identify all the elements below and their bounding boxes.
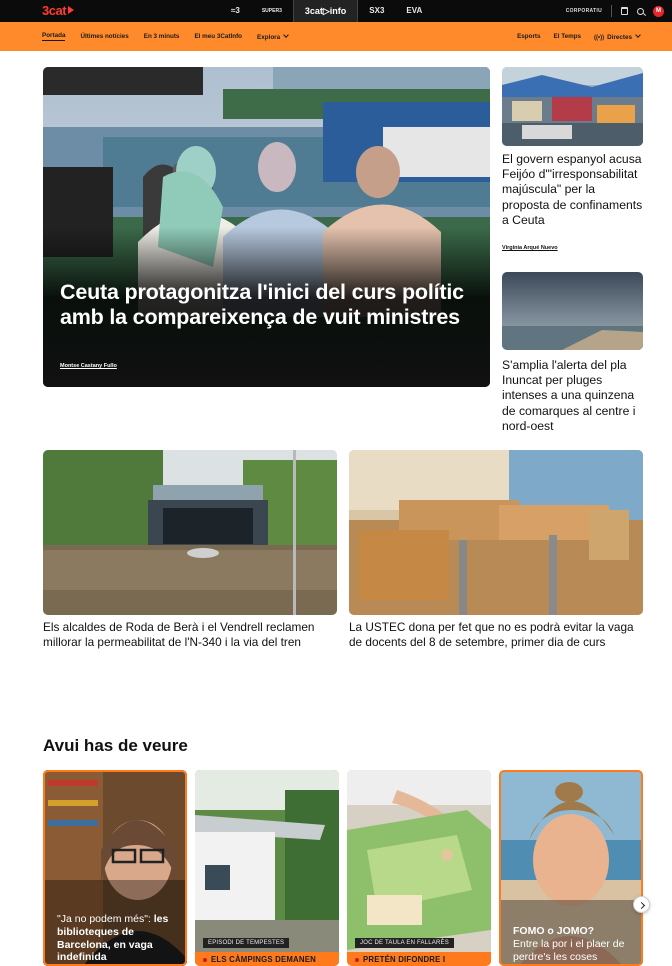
nav-explora[interactable] (257, 33, 288, 41)
top-utilities (566, 0, 664, 22)
middle-article-2-headline[interactable]: La USTEC dona per fet que no es podrà evitar la vaga de docents del 8 de setembre, primer dia de curs (349, 620, 634, 650)
card-1-quote: "Ja no podem més": (57, 913, 151, 925)
channel-tv3[interactable]: ≈3 (231, 6, 240, 15)
nav-explora-label: Explora (257, 33, 281, 41)
live-broadcast-icon: ((•)) (594, 34, 605, 41)
corporate-link[interactable]: CORPORATIU (565, 8, 602, 14)
channel-super3[interactable]: SUPER3 (261, 8, 282, 14)
carousel-next-button[interactable] (633, 896, 650, 913)
hero-author[interactable]: Montse Castany Fullo (60, 363, 117, 369)
channel-3catinfo[interactable]: 3cat▷info (293, 0, 358, 22)
card-2-strip-text: ELS CÀMPINGS DEMANEN (211, 955, 316, 964)
live-dot-icon (203, 958, 207, 962)
channel-switcher (220, 0, 433, 22)
card-4-headline: FOMO o JOMO? (513, 925, 595, 937)
middle-article-1-headline[interactable]: Els alcaldes de Roda de Berà i el Vendrell reclamen millorar la permeabilitat de l'N-340 i la via del tren (43, 620, 315, 650)
user-avatar-icon[interactable]: M (653, 6, 664, 17)
video-card-4[interactable] (499, 770, 643, 966)
hero-headline[interactable]: Ceuta protagonitza l'inici del curs polític amb la compareixença de vuit ministres (60, 280, 464, 329)
divider (611, 5, 612, 17)
side-article-2-image[interactable] (502, 272, 643, 350)
live-dot-icon (355, 958, 359, 962)
side-article-1-author[interactable]: Virginia Arqué Nuevo (502, 245, 558, 251)
card-3-tag: JOC DE TAULA EN FALLARÈS (355, 938, 454, 948)
flooded-underpass-image[interactable] (43, 450, 337, 615)
nav-en-3-minuts[interactable]: En 3 minuts (143, 33, 180, 40)
nav-el-meu-3catinfo[interactable]: El meu 3CatInfo (194, 33, 243, 40)
channel-eva[interactable]: EVA (406, 6, 423, 15)
flood-photo (43, 450, 337, 615)
campsite-photo (195, 770, 339, 966)
video-card-1[interactable] (43, 770, 187, 966)
main-nav (0, 22, 672, 51)
side-article-2-headline[interactable]: S'amplia l'alerta del pla Inuncat per pluges intenses a una quinzena de comarques al centre i nord-oest (502, 358, 636, 433)
nav-ultimes-noticies[interactable]: Últimes notícies (80, 33, 129, 40)
side-article-1-image[interactable] (502, 67, 643, 146)
hero-image (43, 67, 490, 387)
camp-photo (502, 67, 643, 146)
nav-directes-label: Directes (607, 33, 632, 41)
card-2-tag: EPISODI DE TEMPESTES (203, 938, 289, 948)
nav-esports[interactable]: Esports (517, 33, 541, 40)
card-1-caption (57, 913, 177, 964)
classroom-photo (349, 450, 643, 615)
empty-classroom-image[interactable] (349, 450, 643, 615)
video-card-3[interactable] (347, 770, 491, 966)
chevron-down-icon (283, 32, 289, 38)
channel-sx3[interactable]: SX3 (369, 6, 385, 15)
chevron-down-icon (635, 32, 641, 38)
nav-portada[interactable]: Portada (42, 32, 66, 39)
search-icon[interactable] (637, 8, 644, 15)
card-3-strip-text: PRETÉN DIFONDRE I (363, 955, 446, 964)
nav-el-temps[interactable]: El Temps (553, 33, 582, 40)
card-1-headline: les biblioteques de Barcelona, en vaga indefinida (57, 913, 169, 964)
board-game-photo (347, 770, 491, 966)
shopping-bag-icon[interactable] (621, 7, 628, 15)
3cat-logo[interactable]: 3cat (42, 3, 74, 18)
hero-article[interactable] (43, 67, 490, 387)
section-title: Avui has de veure (43, 736, 188, 755)
storm-sky-photo (502, 272, 643, 350)
card-4-caption (513, 925, 633, 963)
nav-directes[interactable] (594, 33, 640, 41)
top-bar (0, 0, 672, 22)
video-card-2[interactable] (195, 770, 339, 966)
side-article-1-headline[interactable]: El govern espanyol acusa Feijóo d'"irresponsabilitat majúscula" per la proposta de confinaments a Ceuta (502, 152, 643, 227)
card-4-subtitle: Entre la por i el plaer de perdre's les coses (513, 937, 625, 963)
